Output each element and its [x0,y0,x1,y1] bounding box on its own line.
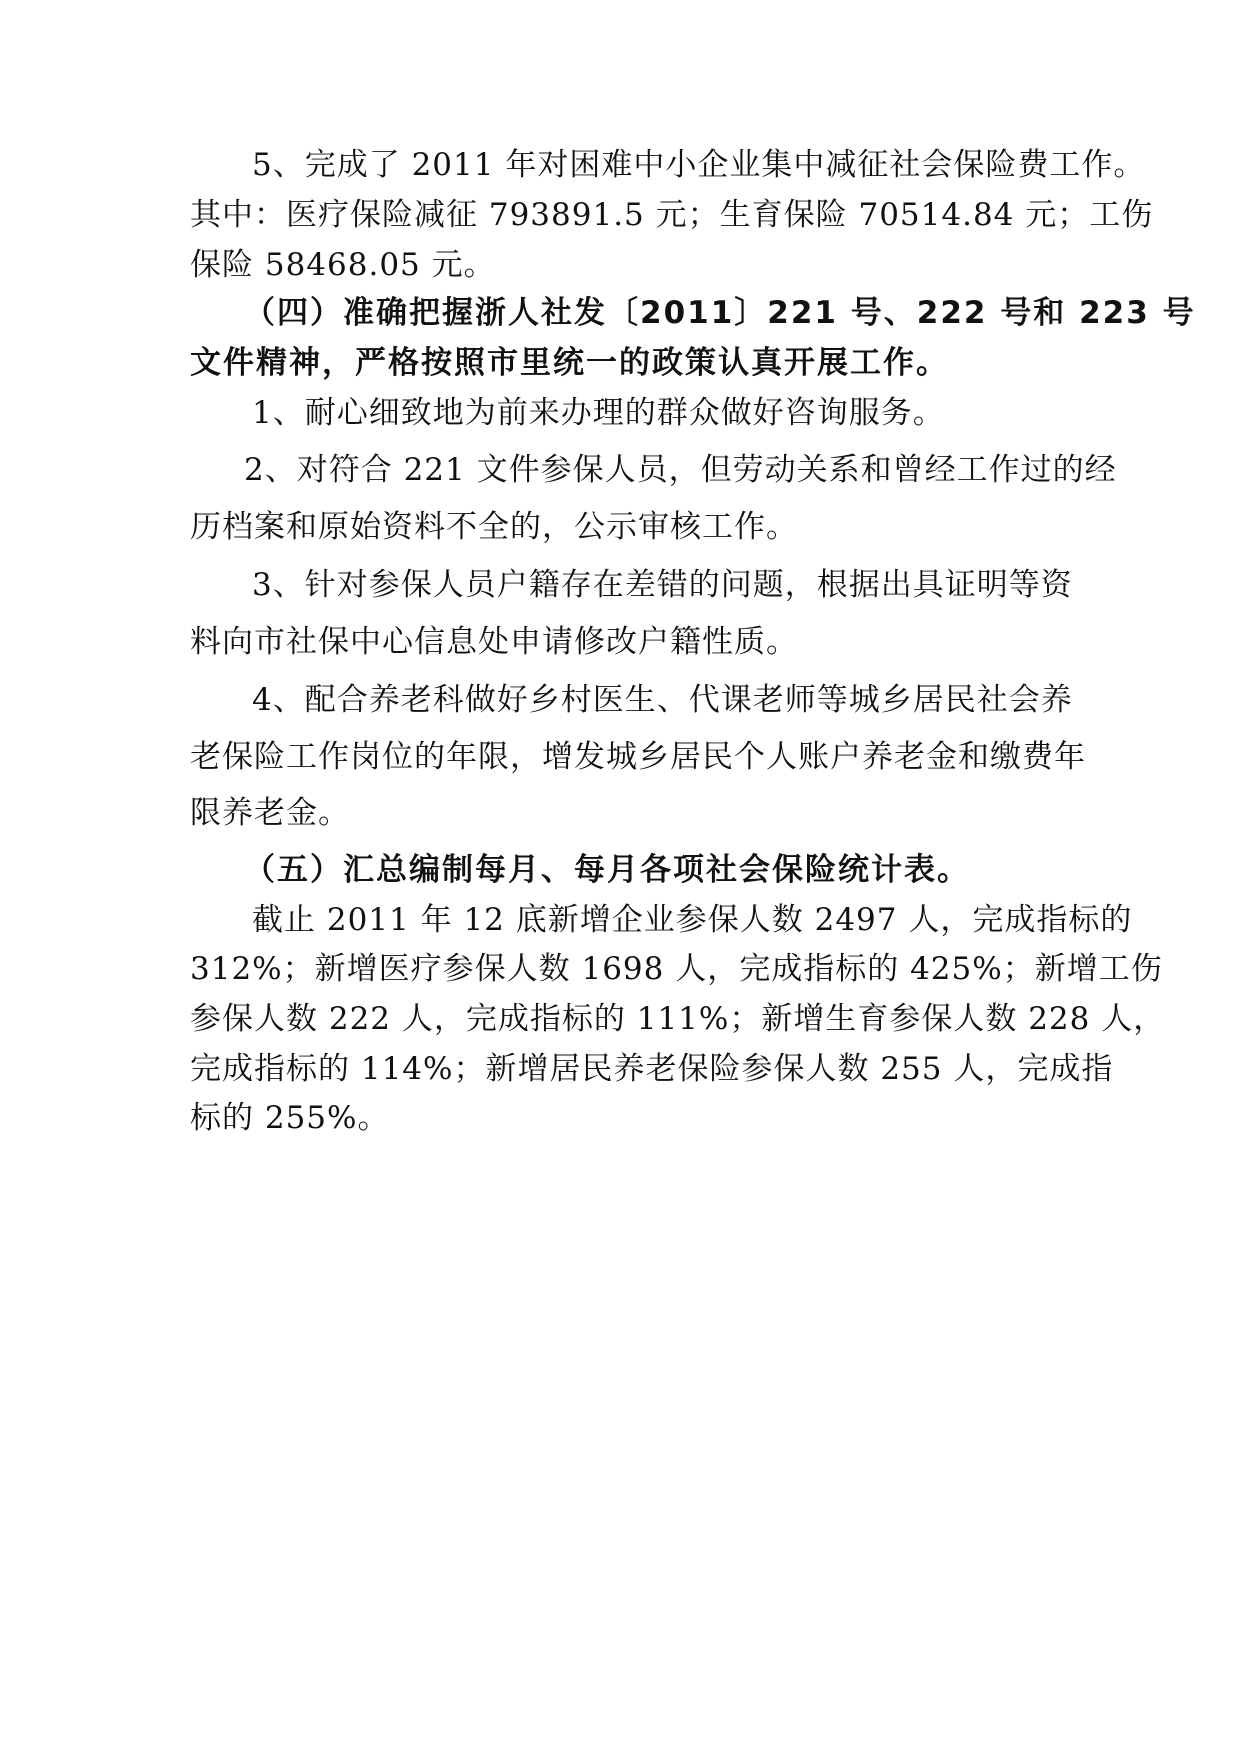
section-heading-4-line-1: （四）准确把握浙人社发〔2011〕221 号、222 号和 223 号 [244,295,1196,331]
section-heading-5: （五）汇总编制每月、每月各项社会保险统计表。 [244,852,970,888]
list-item-3-line-2: 料向市社保中心信息处申请修改户籍性质。 [190,624,798,660]
statistics-line-3: 参保人数 222 人，完成指标的 111%；新增生育参保人数 228 人， [190,1001,1166,1037]
list-item-3-line-1: 3、针对参保人员户籍存在差错的问题，根据出具证明等资 [252,567,1073,603]
list-item-4-line-2: 老保险工作岗位的年限，增发城乡居民个人账户养老金和缴费年 [190,739,1086,775]
statistics-line-1: 截止 2011 年 12 底新增企业参保人数 2497 人，完成指标的 [252,902,1133,938]
list-item-1: 1、耐心细致地为前来办理的群众做好咨询服务。 [252,395,945,431]
statistics-line-5: 标的 255%。 [190,1100,390,1136]
paragraph-item-5-line-3: 保险 58468.05 元。 [190,247,496,283]
statistics-line-2: 312%；新增医疗参保人数 1698 人，完成指标的 425%；新增工伤 [190,951,1163,987]
list-item-2-line-1: 2、对符合 221 文件参保人员，但劳动关系和曾经工作过的经 [244,452,1117,488]
section-heading-4-line-2: 文件精神，严格按照市里统一的政策认真开展工作。 [190,345,949,381]
list-item-4-line-3: 限养老金。 [190,795,350,831]
statistics-line-4: 完成指标的 114%；新增居民养老保险参保人数 255 人，完成指 [190,1051,1114,1087]
paragraph-item-5-line-1: 5、完成了 2011 年对困难中小企业集中减征社会保险费工作。 [252,147,1146,183]
list-item-2-line-2: 历档案和原始资料不全的，公示审核工作。 [190,509,798,545]
paragraph-item-5-line-2: 其中：医疗保险减征 793891.5 元；生育保险 70514.84 元；工伤 [190,197,1154,233]
list-item-4-line-1: 4、配合养老科做好乡村医生、代课老师等城乡居民社会养 [252,682,1073,718]
